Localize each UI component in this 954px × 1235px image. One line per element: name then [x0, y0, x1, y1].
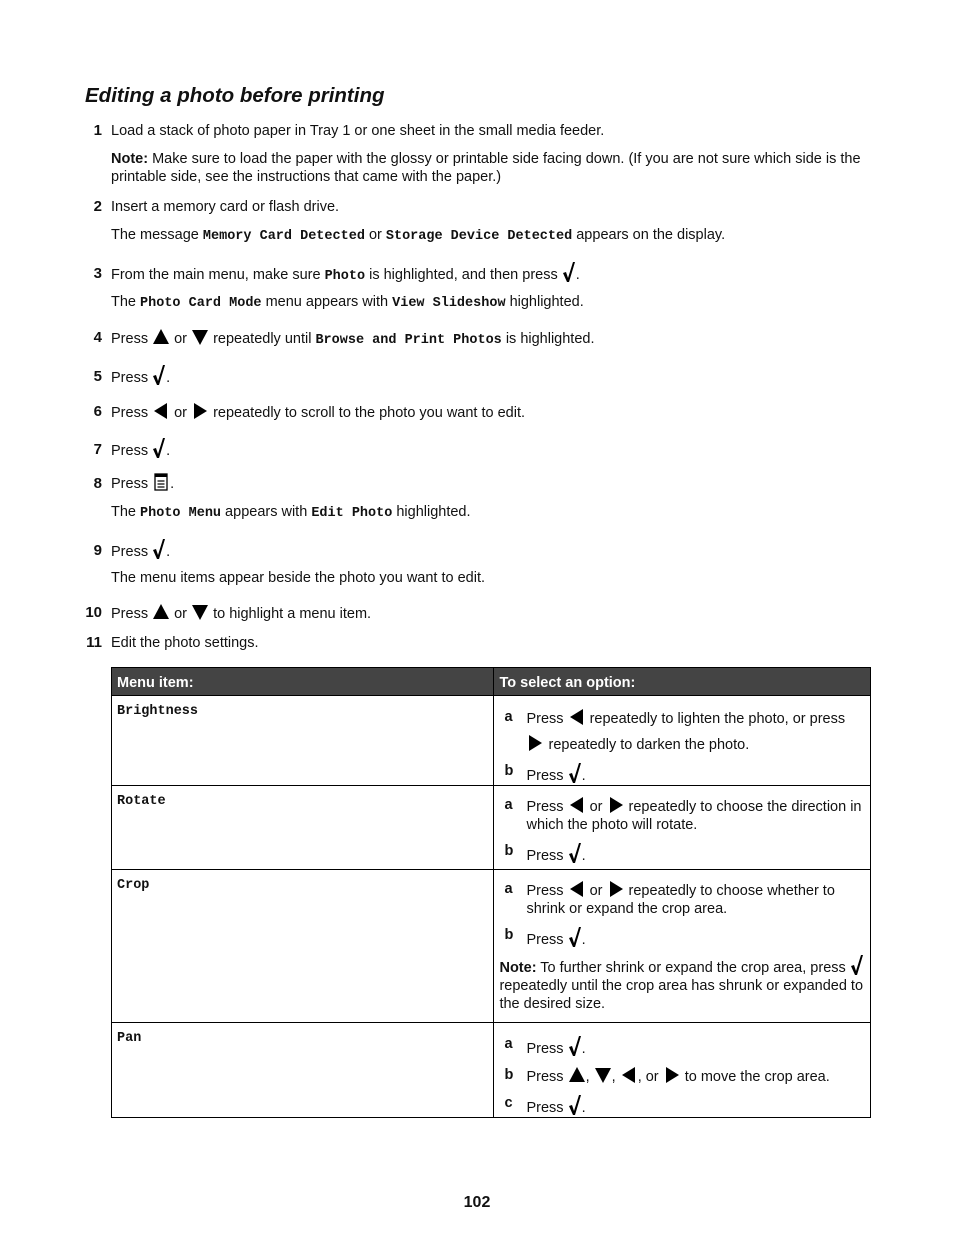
- text: Press: [111, 405, 153, 421]
- text: ,: [585, 1069, 594, 1085]
- text: Press: [111, 544, 153, 560]
- text: repeatedly until: [209, 331, 316, 347]
- step-text: [111, 603, 371, 622]
- left-arrow-icon: [568, 880, 586, 898]
- menu-name: Photo Card Mode: [140, 296, 262, 311]
- check-icon: [152, 364, 166, 386]
- options-cell: [494, 1023, 871, 1118]
- step-letter: a: [504, 1036, 513, 1052]
- right-arrow-icon: [607, 880, 625, 898]
- step-number: 10: [85, 604, 102, 621]
- text: highlighted.: [392, 504, 471, 520]
- step-letter: b: [504, 763, 514, 779]
- text: .: [581, 932, 586, 948]
- text: repeatedly to choose whether to shrink or expand the crop area.: [526, 883, 835, 917]
- text: The: [111, 504, 141, 520]
- step-text: [111, 538, 170, 560]
- text: To further shrink or expand the crop area, press: [536, 960, 850, 976]
- step-letter: a: [504, 881, 513, 897]
- step-detail: [111, 227, 725, 244]
- text: From the main menu, make sure: [111, 267, 325, 283]
- note-label: Note:: [499, 960, 537, 976]
- text: .: [166, 544, 171, 560]
- text: Press: [111, 331, 153, 347]
- text: or: [170, 331, 192, 347]
- menu-name: Browse and Print Photos: [315, 333, 502, 348]
- option-step: [494, 708, 870, 754]
- text: The: [111, 294, 141, 310]
- option-step: [494, 880, 870, 918]
- step-number: 3: [93, 265, 102, 282]
- check-icon: [568, 1035, 582, 1057]
- step-text: [111, 473, 174, 492]
- note: [111, 150, 871, 186]
- left-arrow-icon: [620, 1066, 638, 1084]
- text: Press: [526, 711, 568, 727]
- step-number: 1: [93, 122, 102, 139]
- menu-item-cell: Brightness: [112, 696, 494, 786]
- step-letter: a: [504, 709, 513, 725]
- step-text: Edit the photo settings.: [111, 635, 259, 651]
- step-number: 9: [93, 542, 102, 559]
- options-cell: [494, 786, 871, 870]
- text: is highlighted, and then press: [365, 267, 562, 283]
- text: ,: [611, 1069, 620, 1085]
- step-letter: b: [504, 843, 514, 859]
- text: repeatedly to lighten the photo, or press: [585, 711, 846, 727]
- text: .: [166, 443, 171, 459]
- step-text: [111, 261, 580, 284]
- text: Press: [111, 606, 153, 622]
- text: Press: [526, 883, 568, 899]
- text: highlighted.: [505, 294, 584, 310]
- step-text: [111, 437, 170, 459]
- photo-settings-table: [111, 667, 871, 1118]
- step-number: 2: [93, 198, 102, 215]
- text: .: [581, 1041, 586, 1057]
- step-number: 7: [93, 441, 102, 458]
- crop-note: [494, 949, 870, 1017]
- text: Press: [111, 370, 153, 386]
- text: Press: [111, 443, 153, 459]
- option-step: [494, 926, 870, 949]
- down-arrow-icon: [191, 603, 209, 621]
- right-arrow-icon: [663, 1066, 681, 1084]
- step-letter: b: [504, 927, 514, 943]
- menu-name: Photo Menu: [140, 506, 222, 521]
- text: Press: [111, 476, 153, 492]
- check-icon: [152, 538, 166, 560]
- text: repeatedly to darken the photo.: [544, 737, 750, 753]
- text: or: [170, 405, 192, 421]
- text: or: [170, 606, 192, 622]
- options-cell: [494, 870, 871, 1023]
- text: or: [364, 227, 386, 243]
- check-icon: [568, 926, 582, 948]
- column-header: To select an option:: [494, 668, 871, 696]
- table-row: [112, 870, 871, 1023]
- menu-name: Photo: [324, 269, 366, 284]
- text: to move the crop area.: [680, 1069, 830, 1085]
- check-icon: [568, 762, 582, 784]
- table-row: [112, 786, 871, 870]
- text: Press: [526, 848, 568, 864]
- text: .: [581, 768, 586, 784]
- note-text: Make sure to load the paper with the glossy or printable side facing down. (If you are not sure which side is the printable side, see the instructions that came with the paper.): [111, 151, 861, 185]
- page-number: 102: [463, 1194, 491, 1211]
- display-message: Memory Card Detected: [202, 229, 365, 244]
- option-step: [494, 796, 870, 834]
- menu-name: View Slideshow: [392, 296, 506, 311]
- text: menu appears with: [261, 294, 393, 310]
- right-arrow-icon: [526, 734, 544, 752]
- text: repeatedly to choose the direction in which the photo will rotate.: [526, 799, 862, 833]
- step-number: 5: [93, 368, 102, 385]
- up-arrow-icon: [152, 603, 170, 621]
- text: .: [581, 1100, 586, 1116]
- check-icon: [850, 954, 864, 976]
- text: or: [585, 883, 607, 899]
- step-text: Insert a memory card or flash drive.: [111, 199, 340, 215]
- table-row: [112, 1023, 871, 1118]
- table-row: [112, 696, 871, 786]
- step-text: Load a stack of photo paper in Tray 1 or one sheet in the small media feeder.: [111, 123, 605, 139]
- step-text: [111, 402, 525, 421]
- text: repeatedly to scroll to the photo you want to edit.: [209, 405, 526, 421]
- text: is highlighted.: [501, 331, 595, 347]
- check-icon: [568, 842, 582, 864]
- step-number: 6: [93, 403, 102, 420]
- right-arrow-icon: [191, 402, 209, 420]
- text: .: [166, 370, 171, 386]
- left-arrow-icon: [152, 402, 170, 420]
- down-arrow-icon: [191, 328, 209, 346]
- text: Press: [526, 932, 568, 948]
- step-detail: The menu items appear beside the photo you want to edit.: [111, 570, 486, 586]
- menu-icon: [152, 473, 170, 491]
- option-step: [494, 842, 870, 865]
- step-number: 11: [86, 634, 102, 651]
- step-letter: c: [504, 1095, 513, 1111]
- check-icon: [562, 261, 576, 283]
- text: The message: [111, 227, 203, 243]
- step-text: [111, 328, 595, 348]
- check-icon: [152, 437, 166, 459]
- menu-item-cell: Crop: [112, 870, 494, 1023]
- column-header: Menu item:: [112, 668, 494, 696]
- options-cell: [494, 696, 871, 786]
- text: Press: [526, 1041, 568, 1057]
- step-letter: a: [504, 797, 513, 813]
- text: repeatedly until the crop area has shrunk or expanded to the desired size.: [499, 978, 864, 1012]
- note-label: Note:: [111, 151, 149, 167]
- text: .: [581, 848, 586, 864]
- text: appears on the display.: [572, 227, 726, 243]
- text: .: [170, 476, 175, 492]
- left-arrow-icon: [568, 708, 586, 726]
- text: , or: [637, 1069, 663, 1085]
- up-arrow-icon: [568, 1066, 586, 1084]
- text: Press: [526, 799, 568, 815]
- left-arrow-icon: [568, 796, 586, 814]
- step-text: [111, 364, 170, 386]
- menu-item-cell: Rotate: [112, 786, 494, 870]
- down-arrow-icon: [594, 1066, 612, 1084]
- option-step: [494, 1035, 870, 1058]
- right-arrow-icon: [607, 796, 625, 814]
- up-arrow-icon: [152, 328, 170, 346]
- table-header-row: [112, 668, 871, 696]
- text: Press: [526, 768, 568, 784]
- text: .: [575, 267, 580, 283]
- menu-name: Edit Photo: [311, 506, 393, 521]
- step-number: 4: [93, 329, 102, 346]
- step-number: 8: [93, 475, 102, 492]
- text: Press: [526, 1069, 568, 1085]
- option-step: [494, 1094, 870, 1117]
- step-detail: [111, 504, 471, 521]
- text: or: [585, 799, 607, 815]
- step-detail: [111, 294, 584, 311]
- page-title: Editing a photo before printing: [85, 84, 385, 107]
- option-step: [494, 1066, 870, 1086]
- text: to highlight a menu item.: [209, 606, 372, 622]
- menu-item-cell: Pan: [112, 1023, 494, 1118]
- step-letter: b: [504, 1067, 514, 1083]
- text: Press: [526, 1100, 568, 1116]
- option-step: [494, 762, 870, 785]
- check-icon: [568, 1094, 582, 1116]
- display-message: Storage Device Detected: [385, 229, 573, 244]
- text: appears with: [221, 504, 312, 520]
